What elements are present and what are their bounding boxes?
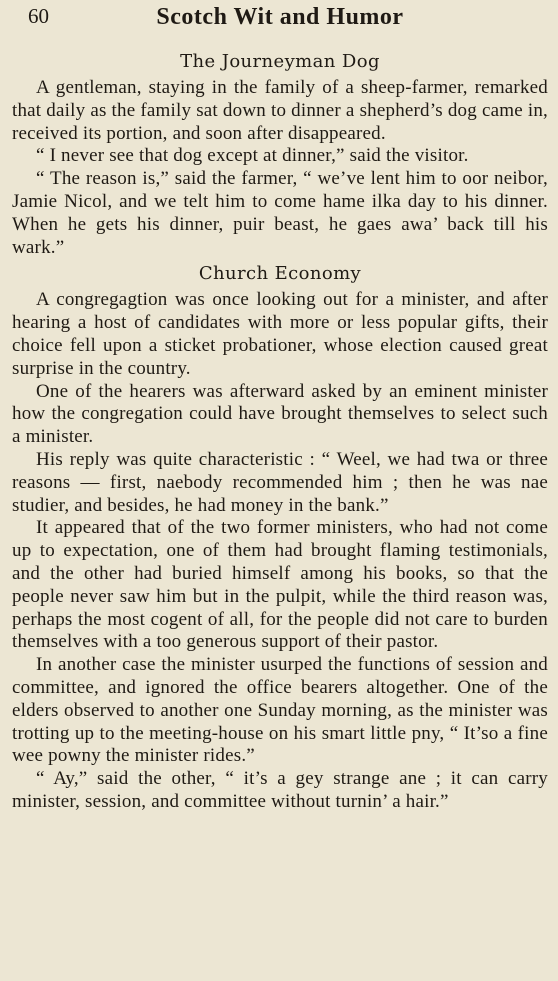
page-number: 60 <box>28 4 49 28</box>
paragraph: A gentleman, staying in the family of a sheep-farmer, remarked that daily as the family sat down to dinner a shepherd’s dog came in, received its portion, and soon after disappeared. <box>12 77 548 144</box>
paragraph: “ Ay,” said the other, “ it’s a gey strange ane ; it can carry minister, session, and committee without turnin’ a hair.” <box>12 768 548 812</box>
section-journeyman-dog <box>12 50 548 259</box>
paragraph: One of the hearers was afterward asked by an eminent minister how the congregation could have brought themselves to select such a minister. <box>12 380 548 448</box>
section-title: The Journeyman Dog <box>180 51 380 72</box>
paragraph: “ I never see that dog except at dinner,” said the visitor. <box>36 145 469 167</box>
paragraph: His reply was quite characteristic : “ Weel, we had twa or three reasons — first, naebody recommended him ; then he was nae studier, and besides, he had money in the bank.” <box>12 448 548 516</box>
section-title: Church Economy <box>198 263 362 285</box>
section-church-economy <box>12 262 548 813</box>
running-head: Scotch Wit and Humor <box>156 4 404 30</box>
page-header <box>12 0 548 38</box>
paragraph: It appeared that of the two former ministers, who had not come up to expectation, one of them had brought flaming testimonials, and the other had buried himself among his books, so that the people never saw him but in the pulpit, while the third reason was, perhaps the most cogent of all, for the people did not care to burden themselves with a too generous support of their pastor. <box>12 517 548 653</box>
paragraph: “ The reason is,” said the farmer, “ we’ve lent him to oor neibor, Jamie Nicol, and we telt him to come hame ilka day to his dinner. When he gets his dinner, puir beast, he gaes awa’ back till his wark.” <box>12 168 548 258</box>
paragraph: In another case the minister usurped the functions of session and committee, and ignored the office bearers altogether. One of the elders observed to another one Sunday morning, as the minister was trotting up to the meeting-house on his smart little pny, “ It’so a fine wee powny the minister rides.” <box>12 654 548 767</box>
paragraph: A congregagtion was once looking out for a minister, and after hearing a host of candidates with more or less popular gifts, their choice fell upon a sticket probationer, whose election caused great surprise in the country. <box>12 289 548 379</box>
